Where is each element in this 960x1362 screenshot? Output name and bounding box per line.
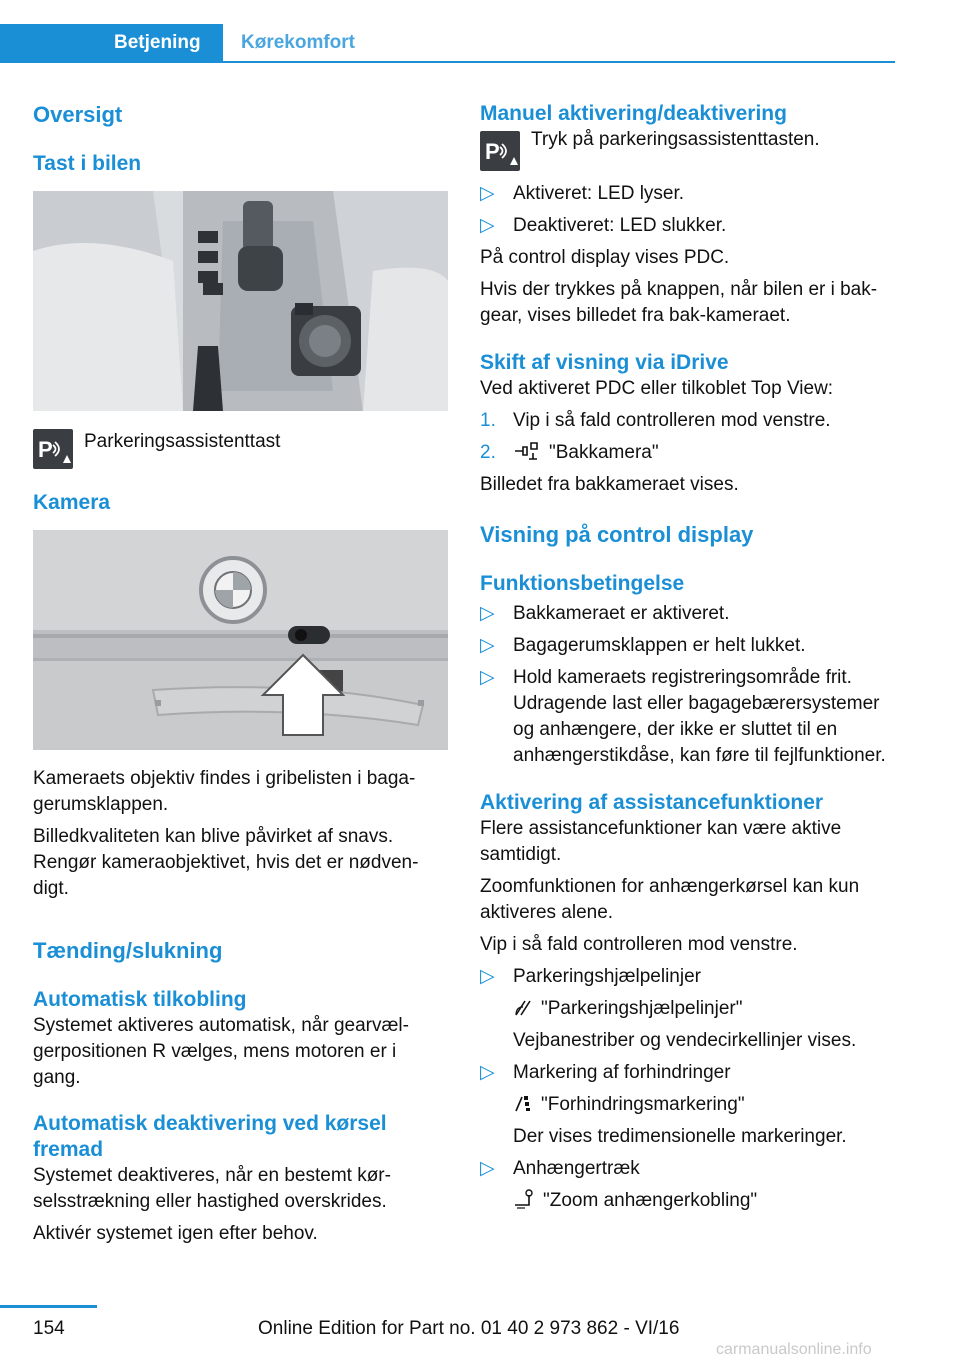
watermark: carmanualsonline.info: [716, 1341, 872, 1358]
gear-console-photo: [33, 191, 448, 411]
bullet-triangle-icon: ▷: [480, 966, 495, 987]
assist-menu-label: "Zoom anhængerkobling": [543, 1190, 758, 1211]
left-column: [33, 100, 448, 1247]
list-item-text: Bakkameraet er aktiveret.: [513, 603, 730, 624]
flere-text: Flere assistancefunktioner kan være aktive samtidigt.: [480, 818, 842, 865]
heading-oversigt: Oversigt: [33, 102, 123, 127]
assist-menu-label: "Parkeringshjælpelinjer": [541, 998, 743, 1019]
bullet-triangle-icon: ▷: [480, 1158, 495, 1179]
tab-korekomfort[interactable]: Kørekomfort: [241, 32, 356, 53]
bullet-triangle-icon: ▷: [480, 1062, 495, 1083]
button-caption: [33, 429, 448, 473]
header-tabs: [0, 24, 895, 63]
tab-betjening[interactable]: [0, 24, 223, 61]
rear-camera-icon: [513, 441, 541, 461]
bullet-triangle-icon: ▷: [480, 603, 495, 624]
list-item: [480, 665, 895, 769]
page-number: 154: [33, 1318, 65, 1339]
kamera-text-1: Kameraets objektiv findes i gribelisten i bagagerumsklappen.: [33, 768, 416, 815]
heading-aktivering-assistance: Aktivering af assistancefunktioner: [480, 791, 824, 814]
bullet-triangle-icon: ▷: [480, 635, 495, 656]
list-item: [480, 213, 895, 239]
auto-tilkobling-text: Systemet aktiveres automatisk, når gearvælgerpositionen R vælges, mens motoren er i gang.: [33, 1015, 409, 1088]
list-item: [480, 964, 895, 990]
heading-kamera: Kamera: [33, 491, 111, 514]
bakgear-text: Hvis der trykkes på knappen, når bilen er i bakgear, vises billedet fra bak-kameraet.: [480, 279, 878, 326]
right-column: [480, 100, 895, 1214]
step-text: Vip i så fald controlleren mod venstre.: [513, 410, 831, 431]
list-item-text: Bagagerumsklappen er helt lukket.: [513, 635, 806, 656]
kamera-text-2: Billedkvaliteten kan blive påvirket af snavs. Rengør kameraobjektivet, hvis det er nødvendigt.: [33, 826, 419, 899]
assist-menu-line: [480, 1092, 895, 1118]
assist-description: Vejbanestriber og vendecirkellinjer vises.: [513, 1030, 857, 1051]
svg-text:P: P: [485, 139, 500, 164]
assist-description: Der vises tredimensionelle markeringer.: [513, 1126, 847, 1147]
funktion-list: [480, 601, 895, 769]
list-item: [480, 440, 895, 466]
heading-skift-af-visning: Skift af visning via iDrive: [480, 351, 729, 374]
heading-automatisk-tilkobling: Automatisk tilkobling: [33, 988, 247, 1011]
press-instruction: [480, 129, 895, 179]
vip-text: Vip i så fald controlleren mod venstre.: [480, 934, 798, 955]
press-text: Tryk på parkeringsassistenttasten.: [531, 129, 820, 150]
list-item: [480, 408, 895, 434]
bullet-triangle-icon: ▷: [480, 667, 495, 688]
list-item: [480, 601, 895, 627]
heading-taending-slukning: Tænding/slukning: [33, 938, 223, 963]
auto-deakt-text-2: Aktivér systemet igen efter behov.: [33, 1223, 318, 1244]
heading-visning-control-display: Visning på control display: [480, 522, 754, 547]
pdc-text: På control display vises PDC.: [480, 247, 730, 268]
list-item: [480, 181, 895, 207]
assist-title: Markering af forhindringer: [513, 1062, 731, 1083]
list-item: [480, 1060, 895, 1086]
bullet-triangle-icon: ▷: [480, 183, 495, 204]
list-item-text: Hold kameraets registreringsområde frit. Udragende last eller bagagebærersystemer og anhængere, der ikke er sluttet til en anhængerstikdåse, kan føre til fejlfunktioner.: [513, 667, 886, 766]
led-status-list: [480, 181, 895, 239]
tab-betjening-label: Betjening: [114, 32, 201, 53]
step-number: 2.: [480, 442, 496, 463]
bullet-triangle-icon: ▷: [480, 215, 495, 236]
assist-menu-line: [480, 1188, 895, 1214]
heading-funktionsbetingelse: Funktionsbetingelse: [480, 572, 685, 595]
step-number: 1.: [480, 410, 496, 431]
caption-text: Parkeringsassistenttast: [84, 431, 281, 452]
assist-menu-line: [480, 996, 895, 1022]
list-item-text: Deaktiveret: LED slukker.: [513, 215, 727, 236]
assist-title: Anhængertræk: [513, 1158, 640, 1179]
heading-automatisk-deaktivering: Automatisk deaktivering ved kørsel fremad: [33, 1112, 387, 1161]
obstacle-marking-icon: [513, 1093, 533, 1113]
skift-text: Ved aktiveret PDC eller tilkoblet Top View:: [480, 378, 834, 399]
idrive-steps: [480, 408, 895, 466]
footer-accent-line: [0, 1305, 97, 1308]
trailer-hitch-icon: [513, 1189, 535, 1209]
list-item-text: Aktiveret: LED lyser.: [513, 183, 685, 204]
assist-menu-label: "Forhindringsmarkering": [541, 1094, 745, 1115]
heading-tast-i-bilen: Tast i bilen: [33, 152, 142, 175]
edition-text: Online Edition for Part no. 01 40 2 973 862 - VI/16: [258, 1318, 680, 1339]
svg-text:P: P: [38, 437, 53, 462]
list-item: [480, 1156, 895, 1182]
rear-camera-photo: [33, 530, 448, 750]
parking-lines-icon: [513, 997, 533, 1017]
parking-assistant-button-icon: [33, 429, 73, 469]
list-item: [480, 633, 895, 659]
step-text: "Bakkamera": [549, 442, 659, 463]
assist-functions-list: [480, 964, 895, 1214]
zoom-text: Zoomfunktionen for anhængerkørsel kan kun aktiveres alene.: [480, 876, 860, 923]
billedet-text: Billedet fra bakkameraet vises.: [480, 474, 739, 495]
auto-deakt-text-1: Systemet deaktiveres, når en bestemt kørselsstrækning eller hastighed overskrides.: [33, 1165, 391, 1212]
assist-title: Parkeringshjælpelinjer: [513, 966, 701, 987]
heading-manuel-aktivering: Manuel aktivering/deaktivering: [480, 102, 787, 125]
parking-assistant-button-icon: [480, 131, 520, 171]
